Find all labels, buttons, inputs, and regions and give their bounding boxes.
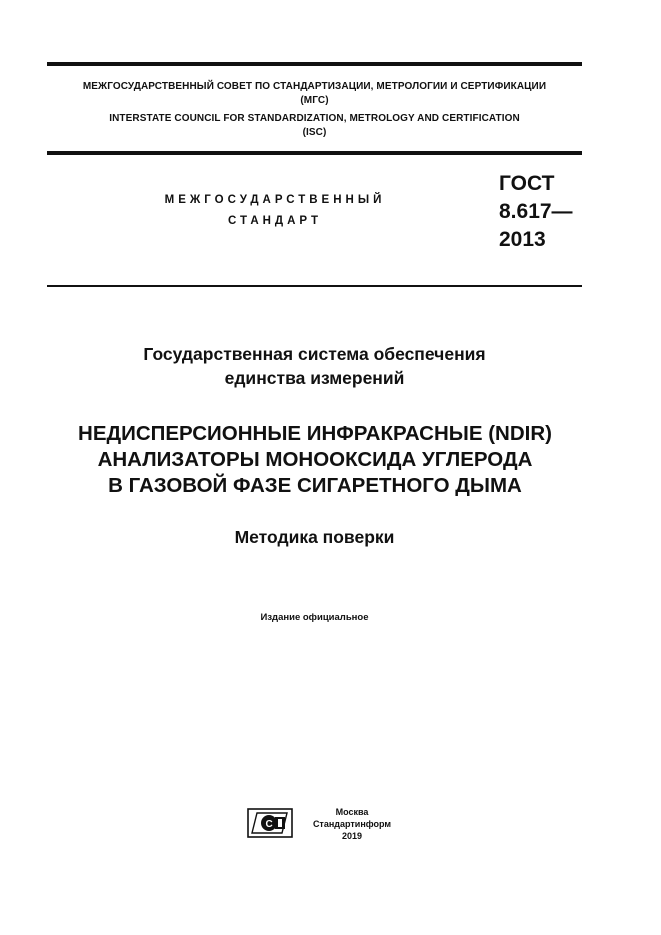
svg-text:С: С <box>265 819 273 830</box>
publisher-city: Москва <box>335 807 369 817</box>
header-rule <box>47 151 582 155</box>
document-subtitle: Методика поверки <box>234 527 395 547</box>
designation-rule <box>47 285 582 287</box>
standard-series <box>47 342 582 390</box>
edition-note: Издание официальное <box>260 612 369 623</box>
gost-number: 8.617— <box>499 200 573 223</box>
council-name-ru <box>47 80 582 108</box>
council-name-en <box>47 112 582 140</box>
title-line3: В ГАЗОВОЙ ФАЗЕ СИГАРЕТНОГО ДЫМА <box>108 474 522 497</box>
publisher-year: 2019 <box>341 831 363 841</box>
gost-designation <box>499 170 573 254</box>
series-line2: единства измерений <box>224 368 405 388</box>
title-line1: НЕДИСПЕРСИОННЫЕ ИНФРАКРАСНЫЕ (NDIR) <box>78 422 552 445</box>
series-line1: Государственная система обеспечения <box>143 344 486 364</box>
gost-prefix: ГОСТ <box>499 172 555 195</box>
standartinform-logo-icon <box>247 808 293 838</box>
standard-type-line2: СТАНДАРТ <box>228 215 322 227</box>
title-line2: АНАЛИЗАТОРЫ МОНООКСИДА УГЛЕРОДА <box>97 448 533 471</box>
council-ru-abbr: (МГС) <box>300 95 329 106</box>
council-en-line: INTERSTATE COUNCIL FOR STANDARDIZATION, METROLOGY AND CERTIFICATION <box>109 113 520 124</box>
gost-year: 2013 <box>499 228 546 251</box>
council-ru-line: МЕЖГОСУДАРСТВЕННЫЙ СОВЕТ ПО СТАНДАРТИЗАЦИИ, МЕТРОЛОГИИ И СЕРТИФИКАЦИИ <box>82 81 547 92</box>
document-title <box>30 421 600 499</box>
top-rule <box>47 62 582 66</box>
standard-type-label <box>120 190 430 232</box>
publisher-imprint <box>304 806 400 842</box>
council-en-abbr: (ISC) <box>302 127 327 138</box>
publisher-name: Стандартинформ <box>312 819 392 829</box>
standard-type-line1: МЕЖГОСУДАРСТВЕННЫЙ <box>164 194 386 206</box>
